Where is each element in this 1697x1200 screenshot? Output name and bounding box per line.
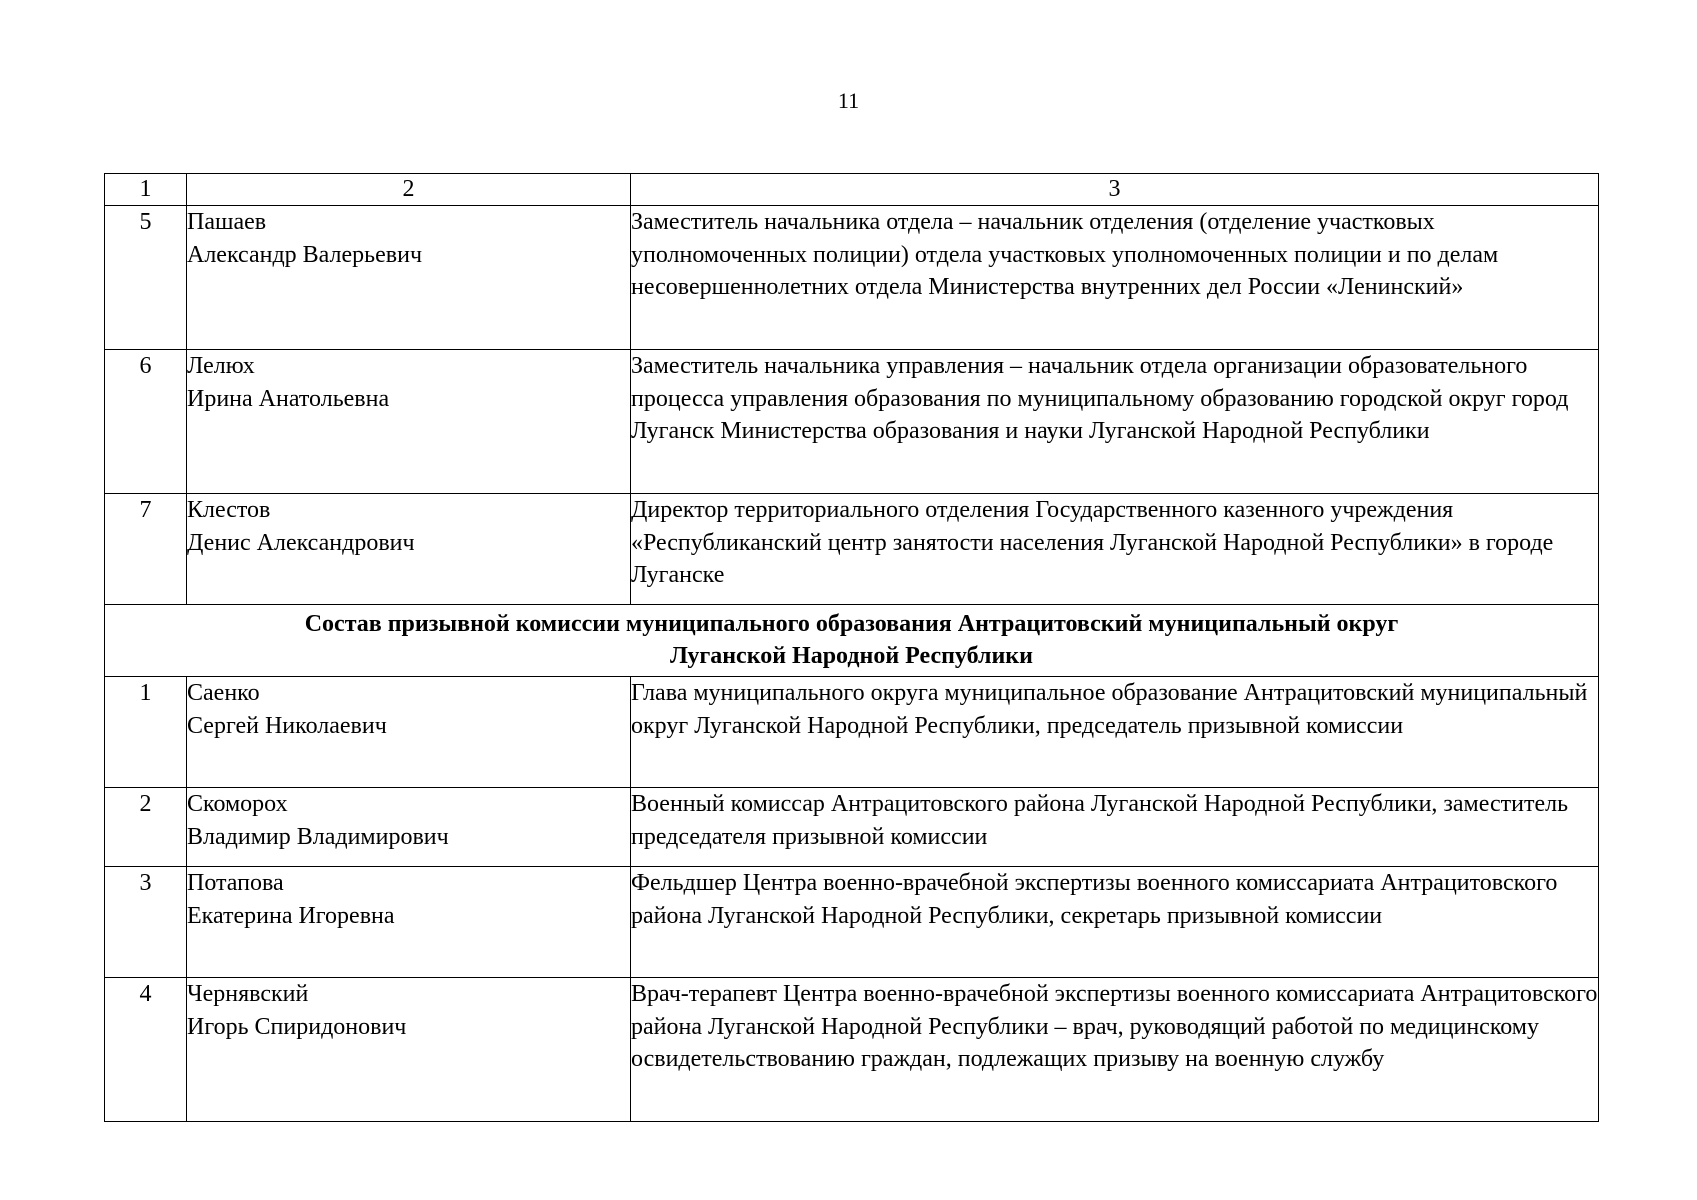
- column-header: 1: [105, 174, 187, 206]
- table-row: [105, 978, 1599, 1122]
- row-number: 4: [105, 978, 187, 1122]
- member-given-name: Сергей Николаевич: [187, 712, 387, 739]
- member-given-name: Александр Валерьевич: [187, 241, 423, 268]
- section-title-line: Луганской Народной Республики: [670, 643, 1033, 669]
- row-number: 2: [105, 788, 187, 867]
- member-position: Заместитель начальника отдела – начальник отделения (отделение участковых уполномоченных полиции) отдела участковых уполномоченных полиции и по делам несовершеннолетних отдела Министерства внутренних дел России «Ленинский»: [631, 206, 1599, 350]
- member-name: [187, 788, 631, 867]
- row-number: 6: [105, 350, 187, 494]
- section-heading-row: [105, 605, 1599, 677]
- member-given-name: Денис Александрович: [187, 529, 415, 556]
- member-surname: Саенко: [187, 680, 260, 706]
- member-surname: Лелюх: [187, 353, 255, 379]
- member-given-name: Екатерина Игоревна: [187, 902, 395, 929]
- table-row: [105, 494, 1599, 605]
- commission-table: [104, 173, 1599, 1122]
- section-title-line: Состав призывной комиссии муниципального образования Антрацитовский муниципальный округ: [304, 611, 1399, 637]
- member-name: [187, 978, 631, 1122]
- table-header-row: [105, 174, 1599, 206]
- table-row: [105, 677, 1599, 788]
- member-name: [187, 867, 631, 978]
- member-position: Директор территориального отделения Государственного казенного учреждения «Республиканский центр занятости населения Луганской Народной Республики» в городе Луганске: [631, 494, 1599, 605]
- member-name: [187, 494, 631, 605]
- table-row: [105, 350, 1599, 494]
- table-row: [105, 867, 1599, 978]
- member-position: Военный комиссар Антрацитовского района Луганской Народной Республики, заместитель председателя призывной комиссии: [631, 788, 1599, 867]
- member-given-name: Ирина Анатольевна: [187, 385, 390, 412]
- member-surname: Пашаев: [187, 209, 267, 235]
- row-number: 3: [105, 867, 187, 978]
- member-name: [187, 206, 631, 350]
- member-position: Фельдшер Центра военно-врачебной экспертизы военного комиссариата Антрацитовского района Луганской Народной Республики, секретарь призывной комиссии: [631, 867, 1599, 978]
- section-title: [105, 605, 1599, 677]
- row-number: 7: [105, 494, 187, 605]
- member-position: Глава муниципального округа муниципальное образование Антрацитовский муниципальный округ Луганской Народной Республики, председатель призывной комиссии: [631, 677, 1599, 788]
- column-header: 2: [187, 174, 631, 206]
- member-given-name: Игорь Спиридонович: [187, 1013, 407, 1040]
- member-surname: Потапова: [187, 870, 284, 896]
- member-given-name: Владимир Владимирович: [187, 823, 449, 850]
- row-number: 1: [105, 677, 187, 788]
- member-position: Врач-терапевт Центра военно-врачебной экспертизы военного комиссариата Антрацитовского района Луганской Народной Республики – врач, руководящий работой по медицинскому освидетельствованию граждан, подлежащих призыву на военную службу: [631, 978, 1599, 1122]
- row-number: 5: [105, 206, 187, 350]
- member-surname: Чернявский: [187, 981, 309, 1007]
- member-name: [187, 677, 631, 788]
- member-name: [187, 350, 631, 494]
- member-position: Заместитель начальника управления – начальник отдела организации образовательного процесса управления образования по муниципальному образованию городской округ город Луганск Министерства образования и науки Луганской Народной Республики: [631, 350, 1599, 494]
- column-header: 3: [631, 174, 1599, 206]
- member-surname: Клестов: [187, 497, 271, 523]
- page-number: 11: [837, 88, 860, 113]
- member-surname: Скоморох: [187, 791, 288, 817]
- table-row: [105, 206, 1599, 350]
- table-row: [105, 788, 1599, 867]
